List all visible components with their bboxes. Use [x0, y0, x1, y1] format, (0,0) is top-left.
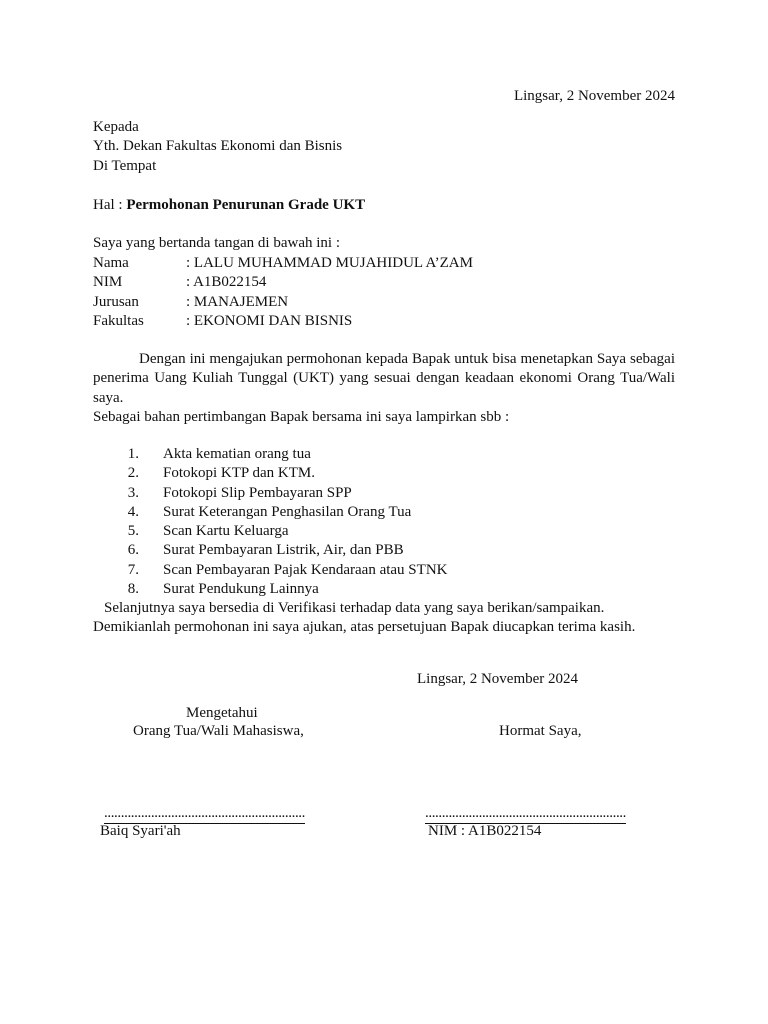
- identity-row: [93, 273, 473, 292]
- signer-name-left: Baiq Syari'ah: [100, 823, 181, 839]
- list-item: [93, 484, 675, 503]
- body-paragraph-2: Sebagai bahan pertimbangan Bapak bersama ini saya lampirkan sbb :: [93, 408, 510, 425]
- intro-line: Saya yang bertanda tangan di bawah ini :: [93, 235, 341, 251]
- identity-value: : MANAJEMEN: [186, 293, 289, 310]
- signature-line-left: ............................................................: [104, 804, 305, 824]
- closing-paragraph-2: Demikianlah permohonan ini saya ajukan, atas persetujuan Bapak diucapkan terima kasih.: [93, 619, 636, 636]
- letter-subject: [93, 196, 365, 215]
- list-number: 5.: [127, 523, 139, 540]
- signature-left-heading: Mengetahui: [186, 705, 258, 721]
- list-number: 4.: [127, 503, 139, 520]
- recipient-address: [93, 118, 342, 176]
- identity-label: Jurusan: [93, 293, 139, 310]
- list-number: 6.: [127, 542, 139, 559]
- list-number: 3.: [127, 484, 139, 501]
- signature-line-right: ............................................................: [425, 804, 626, 824]
- letter-body: [93, 350, 675, 427]
- subject-title: Permohonan Penurunan Grade UKT: [126, 197, 366, 213]
- list-text: Scan Pembayaran Pajak Kendaraan atau STNK: [163, 561, 448, 578]
- address-line-2: Yth. Dekan Fakultas Ekonomi dan Bisnis: [93, 138, 343, 155]
- list-number: 8.: [127, 581, 139, 598]
- signer-nim-right: NIM : A1B022154: [428, 823, 542, 839]
- list-item: [93, 580, 675, 599]
- letter-date-bottom: Lingsar, 2 November 2024: [417, 671, 579, 687]
- list-text: Akta kematian orang tua: [163, 446, 311, 462]
- closing-paragraph-1: Selanjutnya saya bersedia di Verifikasi terhadap data yang saya berikan/sampaikan.: [104, 600, 605, 616]
- identity-label: Nama: [93, 255, 129, 271]
- identity-label: NIM: [93, 274, 123, 291]
- list-text: Surat Pendukung Lainnya: [163, 581, 319, 598]
- identity-value: : LALU MUHAMMAD MUJAHIDUL A’ZAM: [186, 255, 473, 271]
- identity-value: : EKONOMI DAN BISNIS: [186, 312, 353, 329]
- list-number: 1.: [127, 446, 139, 462]
- list-number: 7.: [127, 561, 139, 578]
- subject-prefix: Hal :: [93, 197, 127, 213]
- attachment-list: [93, 445, 675, 599]
- identity-block: [93, 254, 473, 331]
- list-item: [93, 522, 675, 541]
- closing-paragraphs: [93, 599, 675, 638]
- list-text: Scan Kartu Keluarga: [163, 523, 289, 540]
- list-number: 2.: [127, 465, 139, 482]
- list-text: Fotokopi KTP dan KTM.: [163, 465, 315, 482]
- list-item: [93, 445, 675, 464]
- signature-right-heading: Hormat Saya,: [499, 723, 582, 739]
- identity-row: [93, 254, 473, 273]
- body-paragraph-1: Dengan ini mengajukan permohonan kepada Bapak untuk bisa menetapkan Saya sebagai penerima Uang Kuliah Tunggal (UKT) yang sesuai dengan keadaan ekonomi Orang Tua/Wali saya.: [93, 351, 675, 406]
- list-item: [93, 561, 675, 580]
- list-item: [93, 541, 675, 560]
- list-text: Surat Keterangan Penghasilan Orang Tua: [163, 503, 412, 520]
- identity-value: : A1B022154: [186, 274, 267, 291]
- address-line-3: Di Tempat: [93, 157, 157, 174]
- list-text: Surat Pembayaran Listrik, Air, dan PBB: [163, 542, 404, 559]
- list-item: [93, 503, 675, 522]
- signature-left-role: Orang Tua/Wali Mahasiswa,: [133, 723, 304, 739]
- identity-label: Fakultas: [93, 312, 144, 329]
- list-item: [93, 464, 675, 483]
- identity-row: [93, 312, 473, 331]
- address-line-1: Kepada: [93, 119, 139, 135]
- list-text: Fotokopi Slip Pembayaran SPP: [163, 484, 352, 501]
- letter-date-top: Lingsar, 2 November 2024: [513, 88, 675, 104]
- identity-row: [93, 293, 473, 312]
